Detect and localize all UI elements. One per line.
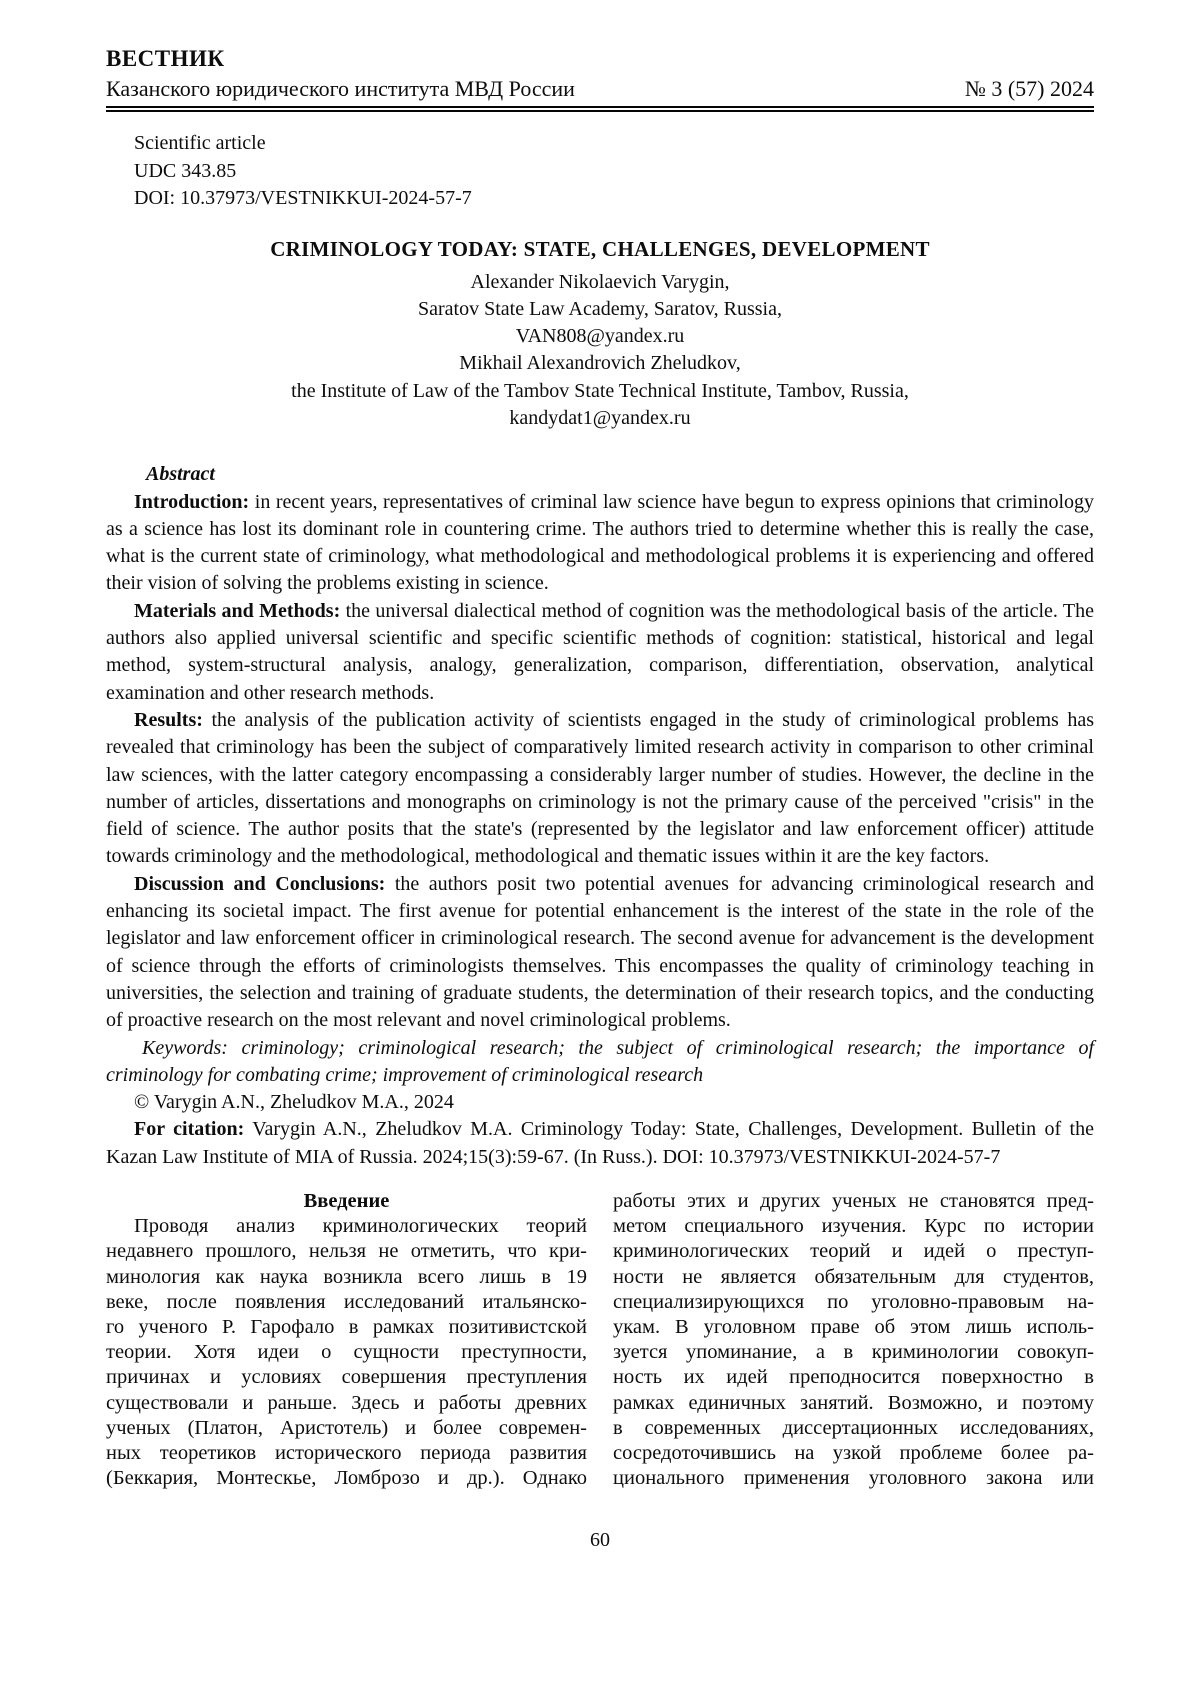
text-line: метом специального изучения. Курс по истории xyxy=(613,1215,1094,1238)
text-line: причинах и условиях совершения преступления xyxy=(106,1366,587,1389)
citation xyxy=(106,1116,1094,1171)
keywords-label: Keywords: xyxy=(142,1036,228,1059)
text-line: веке, после появления исследований итальянско- xyxy=(106,1290,587,1313)
paragraph-label: Results: xyxy=(134,708,203,731)
page-number: 60 xyxy=(590,1529,610,1552)
paragraph-label: Introduction: xyxy=(134,490,250,513)
text-line: в современных диссертационных исследованиях, xyxy=(613,1416,1094,1439)
right-column xyxy=(613,1189,1094,1491)
text-line: работы этих и других ученых не становятся пред- xyxy=(613,1190,1094,1212)
keywords xyxy=(106,1035,1094,1090)
text-line: существовали и раньше. Здесь и работы древних xyxy=(106,1391,587,1414)
author-affiliation: the Institute of Law of the Tambov State Technical Institute, Tambov, Russia, xyxy=(291,379,909,402)
paragraph-text: in recent years, representatives of criminal law science have begun to express opinions that criminology as a science has lost its dominant role in countering crime. The authors tried to determine whether this is really the case, what is the current state of criminology, what methodological and methodological problems it is experiencing and offered their vision of solving the problems existing in science. xyxy=(106,490,1094,595)
text-line: теории. Хотя идеи о сущности преступности, xyxy=(106,1341,587,1364)
copyright-line: © Varygin A.N., Zheludkov M.A., 2024 xyxy=(134,1091,454,1114)
journal-header xyxy=(106,44,1094,112)
doi: DOI: 10.37973/VESTNIKKUI-2024-57-7 xyxy=(134,187,472,209)
author-affiliation: Saratov State Law Academy, Saratov, Russia, xyxy=(418,297,782,320)
text-line: ных теоретиков исторического периода развития xyxy=(106,1442,587,1465)
text-line: зуется упоминание, а в криминологии совокуп- xyxy=(613,1341,1094,1364)
article-title: CRIMINOLOGY TODAY: STATE, CHALLENGES, DEVELOPMENT xyxy=(270,236,930,261)
paragraph-label: Discussion and Conclusions: xyxy=(134,872,386,895)
text-line: специализирующихся по уголовно-правовым на- xyxy=(613,1290,1094,1313)
citation-text: Varygin A.N., Zheludkov M.A. Criminology Today: State, Challenges, Development. Bulletin of the Kazan Law Institute of MIA of Russia. 2024;15(3):59-67. (In Russ.). DOI: 10.37973/VESTNIKKUI-2024-57-7 xyxy=(106,1118,1094,1168)
text-line: криминологических теорий и идей о преступ- xyxy=(613,1240,1094,1263)
text-line: недавнего прошлого, нельзя не отметить, что кри- xyxy=(106,1240,587,1263)
text-line: ученых (Платон, Аристотель) и более современ- xyxy=(106,1416,587,1439)
left-column-text xyxy=(106,1214,587,1491)
abstract-paragraph-materials xyxy=(106,598,1094,707)
text-line: го ученого Р. Гарофало в рамках позитивистской xyxy=(106,1316,587,1339)
abstract-section xyxy=(106,461,1094,1171)
authors-block xyxy=(106,269,1094,433)
journal-subtitle-row xyxy=(106,74,1094,103)
article-type: Scientific article xyxy=(134,132,266,154)
text-line: укам. В уголовном праве об этом лишь исполь- xyxy=(613,1316,1094,1339)
keywords-text: criminology; criminological research; the subject of criminological research; the importance of criminology for combating crime; improvement of criminological research xyxy=(106,1036,1095,1086)
paragraph-text: the analysis of the publication activity of scientists engaged in the study of criminological problems has revealed that criminology has been the subject of comparatively limited research activity in comparison to other criminal law sciences, with the latter category encompassing a considerably larger number of studies. However, the decline in the number of articles, dissertations and monographs on criminology is not the primary cause of the perceived "crisis" in the field of science. The author posits that the state's (represented by the legislator and law enforcement officer) attitude towards criminology and the methodological, methodological and thematic issues within it are the key factors. xyxy=(106,708,1095,868)
left-column xyxy=(106,1189,587,1491)
paragraph-label: Materials and Methods: xyxy=(134,599,341,622)
text-line: ности не является обязательным для студентов, xyxy=(613,1265,1094,1288)
text-line: (Беккария, Монтескье, Ломброзо и др.). Однако xyxy=(106,1467,587,1490)
author-email: VAN808@yandex.ru xyxy=(515,325,685,348)
abstract-heading: Abstract xyxy=(146,463,215,486)
citation-label: For citation: xyxy=(134,1118,245,1141)
abstract-paragraph-introduction xyxy=(106,489,1094,598)
text-line: Проводя анализ криминологических теорий xyxy=(134,1215,587,1238)
author-email: kandydat1@yandex.ru xyxy=(509,406,691,429)
journal-subtitle: Казанского юридического института МВД России xyxy=(106,76,575,101)
paragraph-text: the universal dialectical method of cognition was the methodological basis of the article. The authors also applied universal scientific and specific scientific methods of cognition: statistical, historical and legal method, system-structural analysis, analogy, generalization, comparison, differentiation, observation, analytical examination and other research methods. xyxy=(106,599,1095,704)
header-rule xyxy=(106,106,1094,112)
text-line: рамках единичных занятий. Возможно, и поэтому xyxy=(613,1391,1094,1414)
issue-number: № 3 (57) 2024 xyxy=(964,76,1094,101)
abstract-paragraph-results xyxy=(106,707,1094,871)
abstract-paragraph-discussion xyxy=(106,871,1094,1035)
journal-title: ВЕСТНИК xyxy=(106,46,225,71)
introduction-heading: Введение xyxy=(303,1190,390,1212)
paragraph-text: the authors posit two potential avenues for advancing criminological research and enhancing its societal impact. The first avenue for potential enhancement is the interest of the state in the role of the legislator and law enforcement officer in criminological research. The second avenue for advancement is the development of science through the efforts of criminologists themselves. This encompasses the quality of criminology teaching in universities, the selection and training of graduate students, the determination of their research topics, and the conducting of proactive research on the most relevant and novel criminological problems. xyxy=(106,872,1095,1032)
author-name: Alexander Nikolaevich Varygin, xyxy=(470,270,730,293)
article-meta xyxy=(134,130,1094,213)
text-line: минология как наука возникла всего лишь в 19 xyxy=(106,1265,587,1288)
text-line: сосредоточившись на узкой проблеме более ра- xyxy=(613,1442,1094,1465)
body-columns xyxy=(106,1189,1094,1491)
udc-code: UDC 343.85 xyxy=(134,159,237,182)
text-line: ционального применения уголовного закона или xyxy=(613,1467,1094,1490)
right-column-text xyxy=(613,1189,1094,1491)
text-line: ность их идей преподносится поверхностно в xyxy=(613,1366,1094,1389)
author-name: Mikhail Alexandrovich Zheludkov, xyxy=(459,352,741,375)
